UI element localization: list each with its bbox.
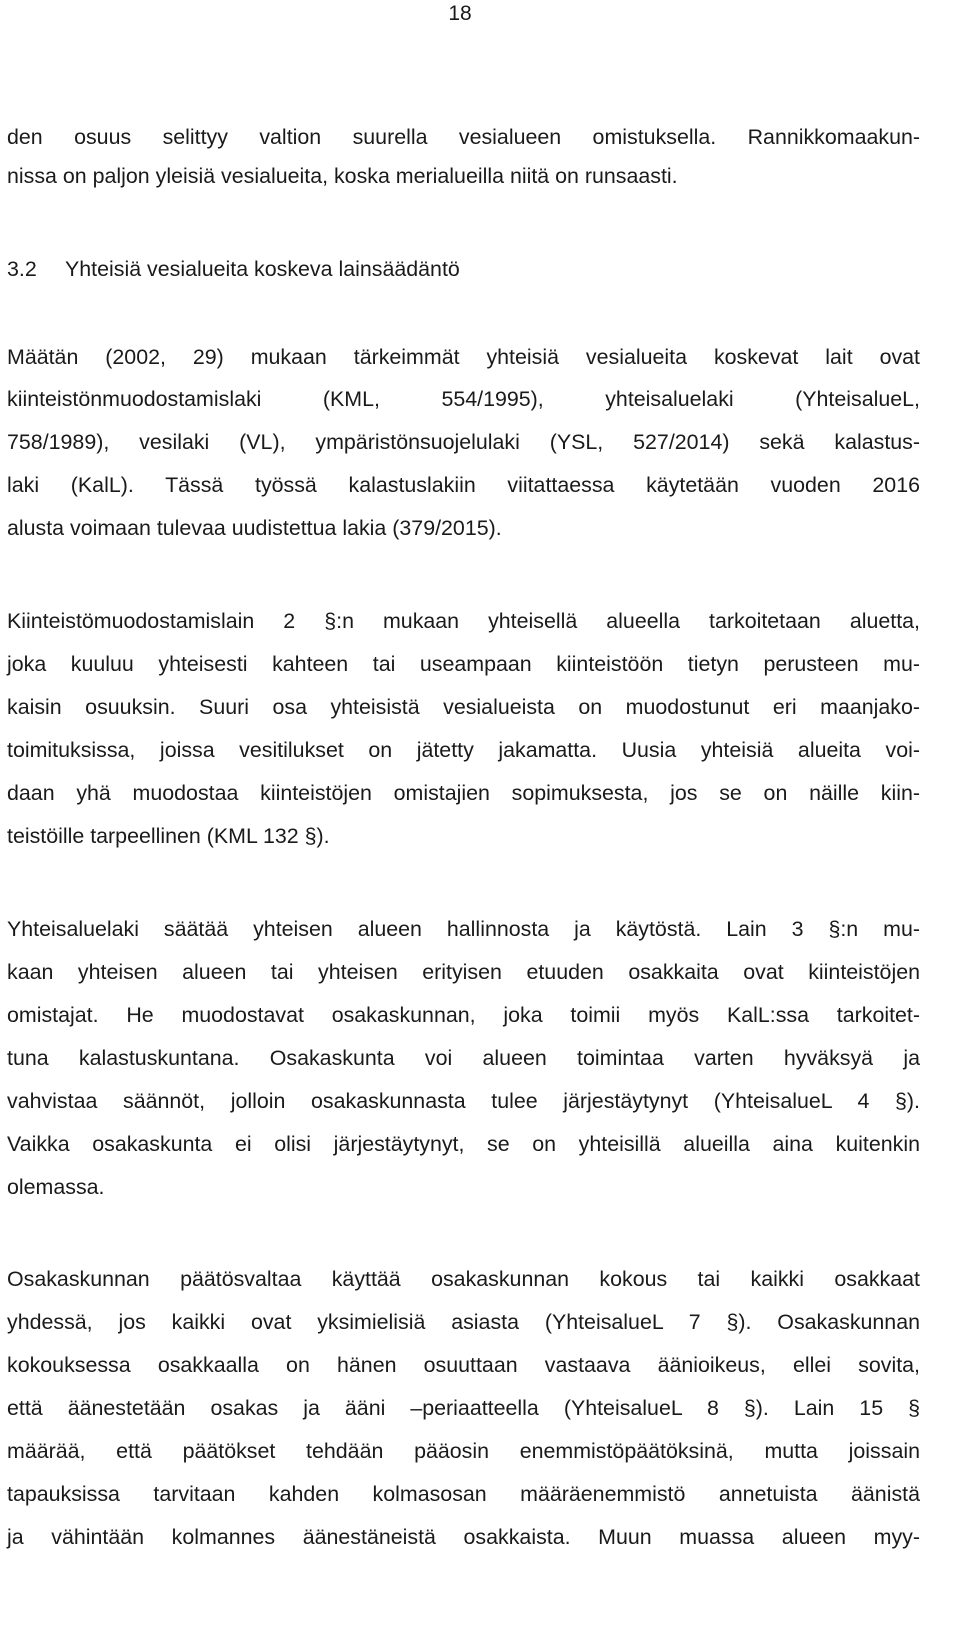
text-line: kiinteistönmuodostamislaki (KML, 554/1995), yhteisaluelaki (YhteisalueL, — [7, 387, 920, 411]
text-line: olemassa. — [7, 1175, 105, 1199]
text-line: laki (KalL). Tässä työssä kalastuslakiin viitattaessa käytetään vuoden 2016 — [7, 473, 920, 497]
text-line: alusta voimaan tulevaa uudistettua lakia (379/2015). — [7, 516, 502, 540]
text-line: Yhteisaluelaki säätää yhteisen alueen hallinnosta ja käytöstä. Lain 3 §:n mu- — [7, 917, 920, 941]
text-line: ja vähintään kolmannes äänestäneistä osakkaista. Muun muassa alueen myy- — [7, 1525, 920, 1549]
text-line: den osuus selittyy valtion suurella vesialueen omistuksella. Rannikkomaakun- — [7, 125, 920, 149]
text-line: joka kuuluu yhteisesti kahteen tai useampaan kiinteistöön tietyn perusteen mu- — [7, 652, 920, 676]
text-line: nissa on paljon yleisiä vesialueita, koska merialueilla niitä on runsaasti. — [7, 164, 678, 188]
text-line: 758/1989), vesilaki (VL), ympäristönsuojelulaki (YSL, 527/2014) sekä kalastus- — [7, 430, 920, 454]
text-line: kokouksessa osakkaalla on hänen osuuttaan vastaava äänioikeus, ellei sovita, — [7, 1353, 920, 1377]
text-line: kaisin osuuksin. Suuri osa yhteisistä vesialueista on muodostunut eri maanjako- — [7, 695, 920, 719]
section-heading — [7, 254, 460, 284]
text-line: Määtän (2002, 29) mukaan tärkeimmät yhteisiä vesialueita koskevat lait ovat — [7, 345, 920, 369]
section-title: Yhteisiä vesialueita koskeva lainsäädäntö — [65, 257, 460, 281]
text-line: yhdessä, jos kaikki ovat yksimielisiä asiasta (YhteisalueL 7 §). Osakaskunnan — [7, 1310, 920, 1334]
text-line: toimituksissa, joissa vesitilukset on jätetty jakamatta. Uusia yhteisiä alueita voi- — [7, 738, 920, 762]
text-line: Vaikka osakaskunta ei olisi järjestäytynyt, se on yhteisillä alueilla aina kuitenkin — [7, 1132, 920, 1156]
text-line: kaan yhteisen alueen tai yhteisen erityisen etuuden osakkaita ovat kiinteistöjen — [7, 960, 920, 984]
text-line: omistajat. He muodostavat osakaskunnan, joka toimii myös KalL:ssa tarkoitet- — [7, 1003, 920, 1027]
section-number: 3.2 — [7, 257, 37, 281]
text-line: teistöille tarpeellinen (KML 132 §). — [7, 824, 330, 848]
text-line: Osakaskunnan päätösvaltaa käyttää osakaskunnan kokous tai kaikki osakkaat — [7, 1267, 920, 1291]
text-line: daan yhä muodostaa kiinteistöjen omistajien sopimuksesta, jos se on näille kiin- — [7, 781, 920, 805]
text-line: vahvistaa säännöt, jolloin osakaskunnasta tulee järjestäytynyt (YhteisalueL 4 §). — [7, 1089, 920, 1113]
text-line: tuna kalastuskuntana. Osakaskunta voi alueen toimintaa varten hyväksyä ja — [7, 1046, 920, 1070]
text-line: määrää, että päätökset tehdään pääosin enemmistöpäätöksinä, mutta joissain — [7, 1439, 920, 1463]
page-number: 18 — [448, 2, 472, 25]
text-line: Kiinteistömuodostamislain 2 §:n mukaan yhteisellä alueella tarkoitetaan aluetta, — [7, 609, 920, 633]
text-line: tapauksissa tarvitaan kahden kolmasosan määräenemmistö annetuista äänistä — [7, 1482, 920, 1506]
text-line: että äänestetään osakas ja ääni –periaatteella (YhteisalueL 8 §). Lain 15 § — [7, 1396, 920, 1420]
